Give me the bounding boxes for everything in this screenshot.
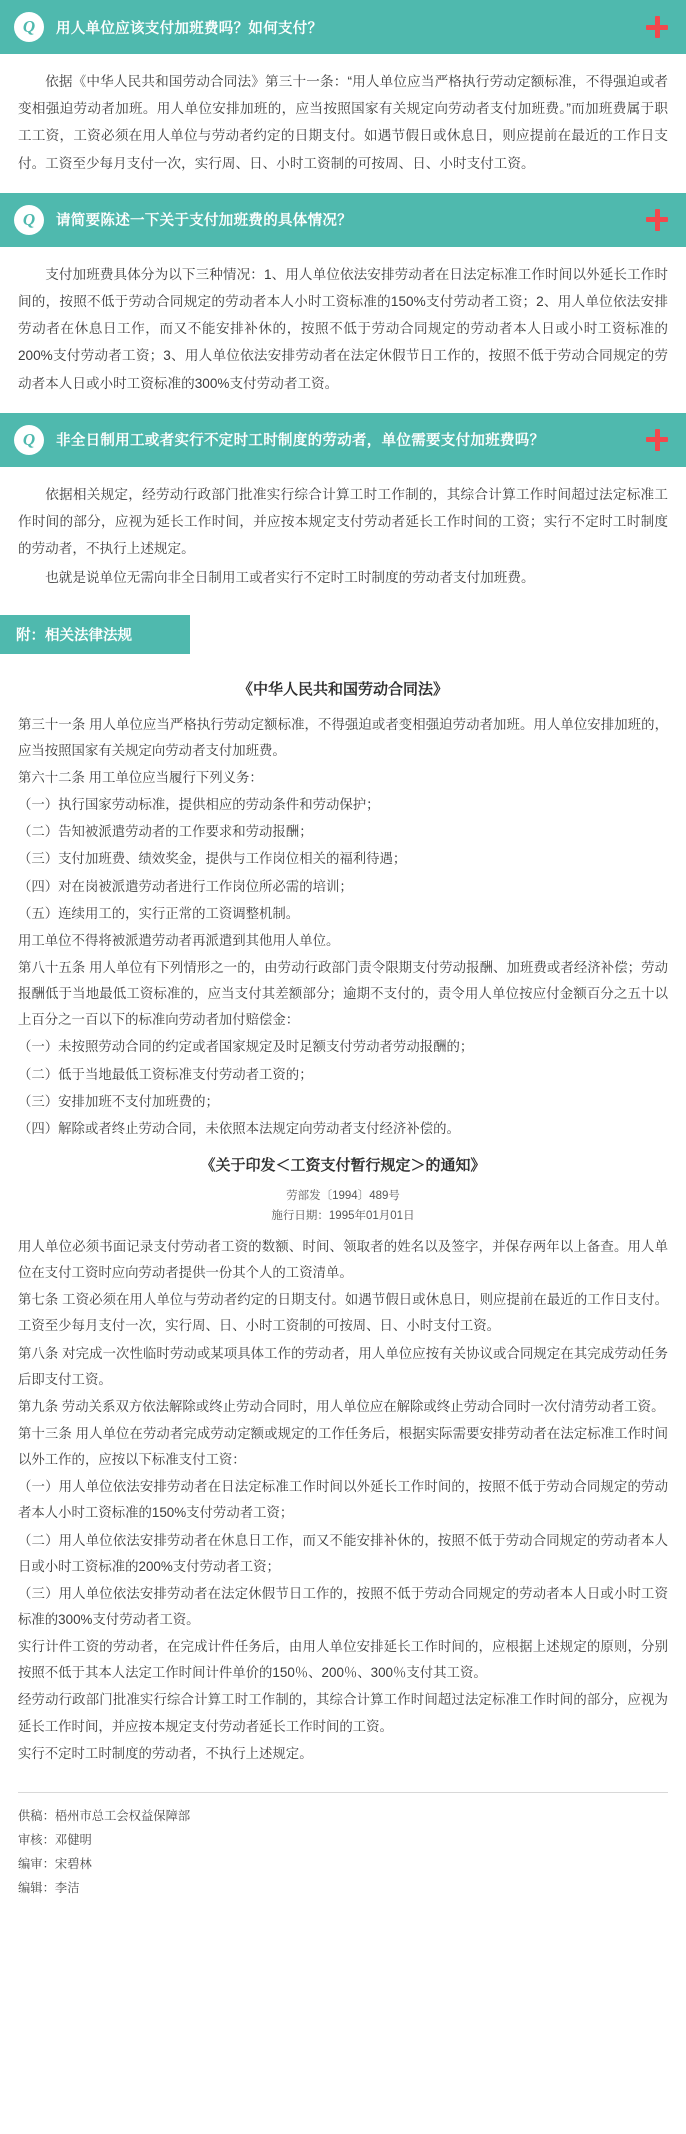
qa-answer-2 [0, 247, 686, 403]
law-paragraph: （四）对在岗被派遣劳动者进行工作岗位所必需的培训； [18, 878, 353, 894]
law-paragraph: （三）支付加班费、绩效奖金，提供与工作岗位相关的福利待遇； [18, 851, 407, 867]
law-paragraph: 第七条 工资必须在用人单位与劳动者约定的日期支付。如遇节假日或休息日，则应提前在最近的工作日支付。工资至少每月支付一次，实行周、日、小时工资制的可按周、日、小时支付工资。 [18, 1292, 668, 1334]
question-text-1: 用人单位应该支付加班费吗？如何支付？ [56, 20, 323, 37]
law-paragraph: （一）用人单位依法安排劳动者在日法定标准工作时间以外延长工作时间的，按照不低于劳动合同规定的劳动者本人小时工资标准的150%支付劳动者工资； [18, 1479, 668, 1521]
qa-block-3 [0, 413, 686, 608]
law-paragraph: 用人单位必须书面记录支付劳动者工资的数额、时间、领取者的姓名以及签字，并保存两年以上备查。用人单位在支付工资时应向劳动者提供一份其个人的工资清单。 [18, 1238, 668, 1281]
law-paragraph: 用工单位不得将被派遣劳动者再派遣到其他用人单位。 [18, 932, 340, 948]
law-title-2: 《关于印发＜工资支付暂行规定＞的通知》 [200, 1157, 486, 1174]
law-paragraph: 第十三条 用人单位在劳动者完成劳动定额或规定的工作任务后，根据实际需要安排劳动者在法定标准工作时间以外工作的，应按以下标准支付工资： [18, 1425, 668, 1468]
law-paragraph: （一）未按照劳动合同的约定或者国家规定及时足额支付劳动者劳动报酬的； [18, 1039, 474, 1055]
credit-line: 编审：宋碧林 [18, 1856, 92, 1871]
law-title-1: 《中华人民共和国劳动合同法》 [237, 682, 448, 699]
law-doc-number: 劳部发〔1994〕489号 [286, 1190, 400, 1203]
law-paragraph: （三）安排加班不支付加班费的； [18, 1093, 219, 1109]
law-paragraph: （二）用人单位依法安排劳动者在休息日工作，而又不能安排补休的，按照不低于劳动合同规定的劳动者本人日或小时工资标准的200%支付劳动者工资； [18, 1532, 668, 1574]
law-paragraph: （二）低于当地最低工资标准支付劳动者工资的； [18, 1066, 313, 1082]
law-paragraph: （五）连续用工的，实行正常的工资调整机制。 [18, 905, 300, 921]
question-badge-icon: Q [14, 205, 44, 235]
paragraph: 支付加班费具体分为以下三种情况：1、用人单位依法安排劳动者在日法定标准工作时间以外延长工作时间的，按照不低于劳动合同规定的劳动者本人小时工资标准的150%支付劳动者工资；2、用人单位依法安排劳动者在休息日工作，而又不能安排补休的，按照不低于劳动合同规定的劳动者本人日或小时工资标准的200%支付劳动者工资；3、用人单位依法安排劳动者在法定休假节日工作的，按照不低于劳动合同规定的劳动者本人日或小时工资标准的300%支付劳动者工资。 [18, 266, 668, 391]
qa-question-header-2 [0, 193, 686, 247]
credit-line: 编辑：李洁 [18, 1880, 80, 1895]
plus-icon [646, 209, 668, 231]
plus-icon [646, 429, 668, 451]
law-paragraph: （三）用人单位依法安排劳动者在法定休假节日工作的，按照不低于劳动合同规定的劳动者本人日或小时工资标准的300%支付劳动者工资。 [18, 1585, 668, 1627]
law-paragraph: 第八十五条 用人单位有下列情形之一的，由劳动行政部门责令限期支付劳动报酬、加班费或者经济补偿；劳动报酬低于当地最低工资标准的，应当支付其差额部分；逾期不支付的，责令用人单位按应付金额百分之五十以上百分之一百以下的标准向劳动者加付赔偿金： [18, 959, 668, 1028]
law-paragraph: 第八条 对完成一次性临时劳动或某项具体工作的劳动者，用人单位应按有关协议或合同规定在其完成劳动任务后即支付工资。 [18, 1345, 668, 1387]
appendix-body [0, 654, 686, 1773]
law-paragraph: （二）告知被派遣劳动者的工作要求和劳动报酬； [18, 824, 313, 840]
plus-icon [646, 16, 668, 38]
credits [0, 1805, 686, 1923]
law-effective-date: 施行日期：1995年01月01日 [271, 1209, 415, 1222]
credit-line: 审核：邓健明 [18, 1832, 92, 1847]
qa-answer-3 [0, 467, 686, 598]
question-badge-icon: Q [14, 425, 44, 455]
qa-question-header-3 [0, 413, 686, 467]
appendix-heading: 附：相关法律法规 [0, 615, 190, 654]
question-text-2: 请简要陈述一下关于支付加班费的具体情况？ [56, 213, 352, 230]
qa-answer-1 [0, 54, 686, 183]
law-paragraph: 经劳动行政部门批准实行综合计算工时工作制的，其综合计算工作时间超过法定标准工作时间的部分，应视为延长工作时间，并应按本规定支付劳动者延长工作时间的工资。 [18, 1692, 668, 1734]
credit-line: 供稿：梧州市总工会权益保障部 [18, 1808, 191, 1823]
question-text-3: 非全日制用工或者实行不定时工时制度的劳动者，单位需要支付加班费吗？ [56, 433, 545, 450]
qa-question-header-1 [0, 0, 686, 54]
law-paragraph: 第九条 劳动关系双方依法解除或终止劳动合同时，用人单位应在解除或终止劳动合同时一次付清劳动者工资。 [18, 1398, 665, 1414]
law-paragraph: 实行不定时工时制度的劳动者，不执行上述规定。 [18, 1745, 313, 1761]
law-paragraph: （一）执行国家劳动标准，提供相应的劳动条件和劳动保护； [18, 797, 380, 813]
paragraph: 也就是说单位无需向非全日制用工或者实行不定时工时制度的劳动者支付加班费。 [45, 570, 535, 586]
law-paragraph: 第六十二条 用工单位应当履行下列义务： [18, 769, 263, 785]
law-paragraph: 第三十一条 用人单位应当严格执行劳动定额标准，不得强迫或者变相强迫劳动者加班。用人单位安排加班的，应当按照国家有关规定向劳动者支付加班费。 [18, 716, 668, 758]
law-paragraph: 实行计件工资的劳动者，在完成计件任务后，由用人单位安排延长工作时间的，应根据上述规定的原则，分别按照不低于其本人法定工作时间计件单价的150％、200％、300％支付其工资。 [18, 1639, 668, 1681]
qa-block-2 [0, 193, 686, 413]
divider [18, 1792, 668, 1793]
question-badge-icon: Q [14, 12, 44, 42]
paragraph: 依据相关规定，经劳动行政部门批准实行综合计算工时工作制的，其综合计算工作时间超过法定标准工作时间的部分，应视为延长工作时间，并应按本规定支付劳动者延长工作时间的工资；实行不定时工时制度的劳动者，不执行上述规定。 [18, 486, 668, 557]
qa-block-1 [0, 0, 686, 193]
paragraph: 依据《中华人民共和国劳动合同法》第三十一条：“用人单位应当严格执行劳动定额标准，不得强迫或者变相强迫劳动者加班。用人单位安排加班的，应当按照国家有关规定向劳动者支付加班费。”而加班费属于职工工资，工资必须在用人单位与劳动者约定的日期支付。如遇节假日或休息日，则应提前在最近的工作日支付。工资至少每月支付一次，实行周、日、小时工资制的可按周、日、小时支付工资。 [18, 74, 668, 171]
law-paragraph: （四）解除或者终止劳动合同，未依照本法规定向劳动者支付经济补偿的。 [18, 1120, 460, 1136]
